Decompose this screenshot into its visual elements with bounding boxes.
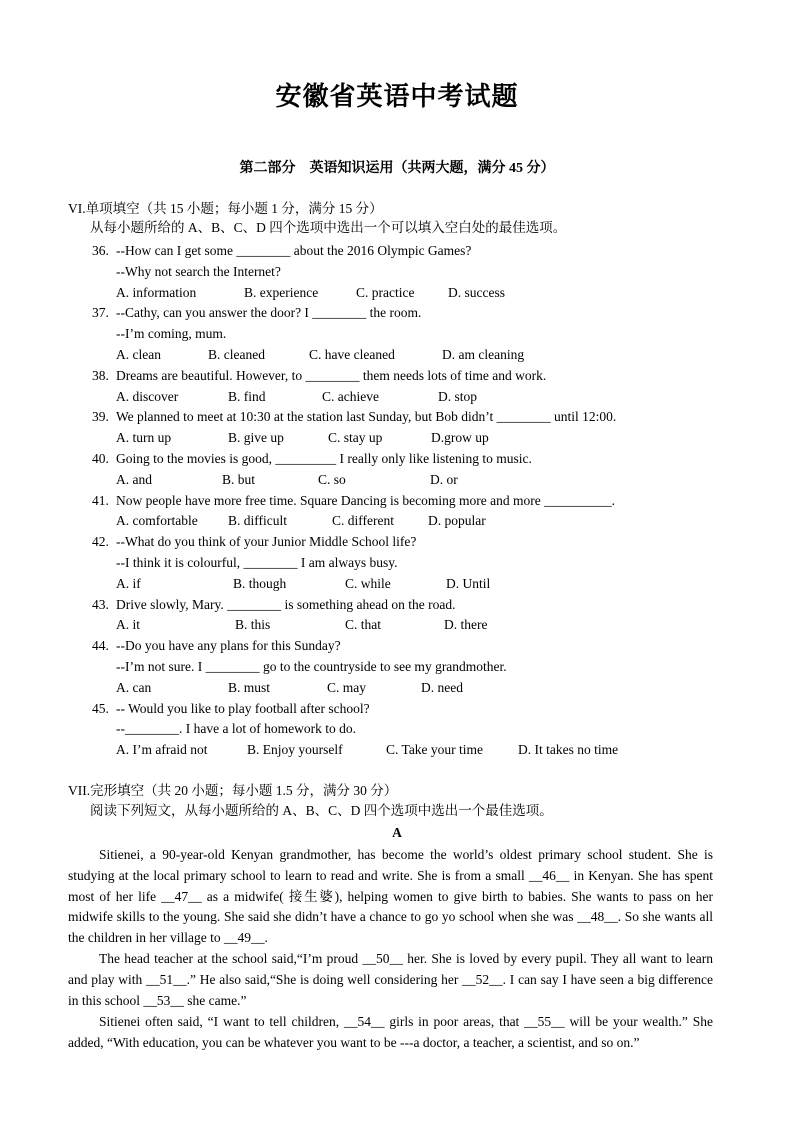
option-a: A. information [116,285,197,300]
option-d: D. stop [438,389,478,404]
option-b: B. give up [228,430,284,445]
question-number: 38. [92,368,109,383]
question-text: --Cathy, can you answer the door? I ________ the room. [116,305,422,320]
option-a: A. can [116,680,152,695]
option-d: D. success [448,285,505,300]
question-37-options [116,346,524,364]
question-43 [92,596,455,614]
question-text: Dreams are beautiful. However, to ________ them needs lots of time and work. [116,368,547,383]
option-d: D. am cleaning [442,347,525,362]
question-text: We planned to meet at 10:30 at the station last Sunday, but Bob didn’t ________ until 12:00. [116,409,617,424]
question-36-reply: --Why not search the Internet? [116,264,281,279]
option-a: A. if [116,576,141,591]
option-a: A. I’m afraid not [116,742,208,757]
question-42-reply: --I think it is colourful, ________ I am always busy. [116,555,398,570]
option-d: D. Until [446,576,491,591]
section-heading: VII.完形填空（共 20 小题；每小题 1.5 分，满分 30 分） [68,783,398,798]
question-43-options [116,616,487,634]
question-number: 37. [92,305,109,320]
option-c: C. while [345,576,391,591]
option-d: D. there [444,617,488,632]
question-38 [92,367,546,385]
question-41-options [116,512,486,530]
option-b: B. this [235,617,271,632]
question-44 [92,637,341,655]
option-c: C. achieve [322,389,379,404]
question-42-options [116,575,490,593]
question-number: 39. [92,409,109,424]
question-text: --Do you have any plans for this Sunday? [116,638,341,653]
question-number: 36. [92,243,109,258]
option-b: B. Enjoy yourself [247,742,343,757]
question-38-options [116,388,477,406]
question-number: 42. [92,534,109,549]
option-d: D. or [430,472,458,487]
question-text: --How can I get some ________ about the 2016 Olympic Games? [116,243,472,258]
section-heading: VI.单项填空（共 15 小题；每小题 1 分，满分 15 分） [68,201,383,216]
option-b: B. find [228,389,266,404]
question-number: 44. [92,638,109,653]
option-c: C. have cleaned [309,347,395,362]
question-36-options [116,284,505,302]
passage-paragraph: Sitienei, a 90-year-old Kenyan grandmother, has become the world’s oldest primary school student. She is studying at the local primary school to learn to read and write. She is from a small __46__ in Kenyan. She has spent most of her life __47__ as a midwife( 接生婆), helping women to give birth to babies. She wants to pass on her midwife skills to the young. She said she didn’t have a chance to go yo school when she was __48__. So she wants all the children in her village to __49__. [68,847,713,946]
question-45-reply: --________. I have a lot of homework to do. [116,721,356,736]
question-number: 43. [92,597,109,612]
question-text: -- Would you like to play football after school? [116,701,370,716]
question-45-options [116,741,618,759]
option-c: C. may [327,680,366,695]
passage-paragraph: Sitienei often said, “I want to tell children, __54__ girls in poor areas, that __55__ will be your wealth.” She added, “With education, you can be whatever you want to be ---a doctor, a teacher, a scientist, and so on.” [68,1014,713,1050]
question-number: 41. [92,493,109,508]
option-b: B. but [222,472,256,487]
question-37-reply: --I’m coming, mum. [116,326,227,341]
option-d: D. popular [428,513,486,528]
question-45 [92,700,370,718]
passage-label: A [392,825,402,840]
question-text: Going to the movies is good, _________ I really only like listening to music. [116,451,532,466]
question-39-options [116,429,489,447]
option-a: A. clean [116,347,161,362]
part-heading: 第二部分 英语知识运用（共两大题，满分 45 分） [239,161,555,176]
question-number: 40. [92,451,109,466]
question-text: Now people have more free time. Square Dancing is becoming more and more __________. [116,493,615,508]
option-a: A. and [116,472,152,487]
option-c: C. so [318,472,346,487]
option-a: A. it [116,617,141,632]
option-a: A. turn up [116,430,172,445]
option-b: B. difficult [228,513,287,528]
option-b: B. though [233,576,287,591]
question-44-options [116,679,463,697]
section-instruction: 从每小题所给的 A、B、C、D 四个选项中选出一个可以填入空白处的最佳选项。 [90,220,567,235]
option-d: D. need [421,680,463,695]
option-c: C. Take your time [386,742,484,757]
option-c: C. that [345,617,381,632]
question-42 [92,533,416,551]
option-b: B. experience [244,285,319,300]
option-d: D.grow up [431,430,489,445]
option-b: B. must [228,680,271,695]
question-40 [92,450,532,468]
option-a: A. comfortable [116,513,198,528]
option-a: A. discover [116,389,179,404]
question-41 [92,492,615,510]
question-text: --What do you think of your Junior Middle School life? [116,534,417,549]
question-44-reply: --I’m not sure. I ________ go to the countryside to see my grandmother. [116,659,507,674]
question-39 [92,408,616,426]
passage-paragraph: The head teacher at the school said,“I’m proud __50__ her. She is loved by every pupil. They all want to learn and play with __51__.” He also said,“She is doing well considering her __52__. I can say I have seen a big difference in this school __53__ she came.” [68,951,713,1008]
option-c: C. practice [356,285,415,300]
page-title: 安徽省英语中考试题 [275,82,519,111]
option-c: C. different [332,513,394,528]
option-b: B. cleaned [208,347,265,362]
option-c: C. stay up [328,430,383,445]
question-40-options [116,471,458,489]
question-37 [92,304,421,322]
question-text: Drive slowly, Mary. ________ is something ahead on the road. [116,597,456,612]
question-number: 45. [92,701,109,716]
option-d: D. It takes no time [518,742,619,757]
section-instruction: 阅读下列短文，从每小题所给的 A、B、C、D 四个选项中选出一个最佳选项。 [90,803,553,818]
question-36 [92,242,471,260]
